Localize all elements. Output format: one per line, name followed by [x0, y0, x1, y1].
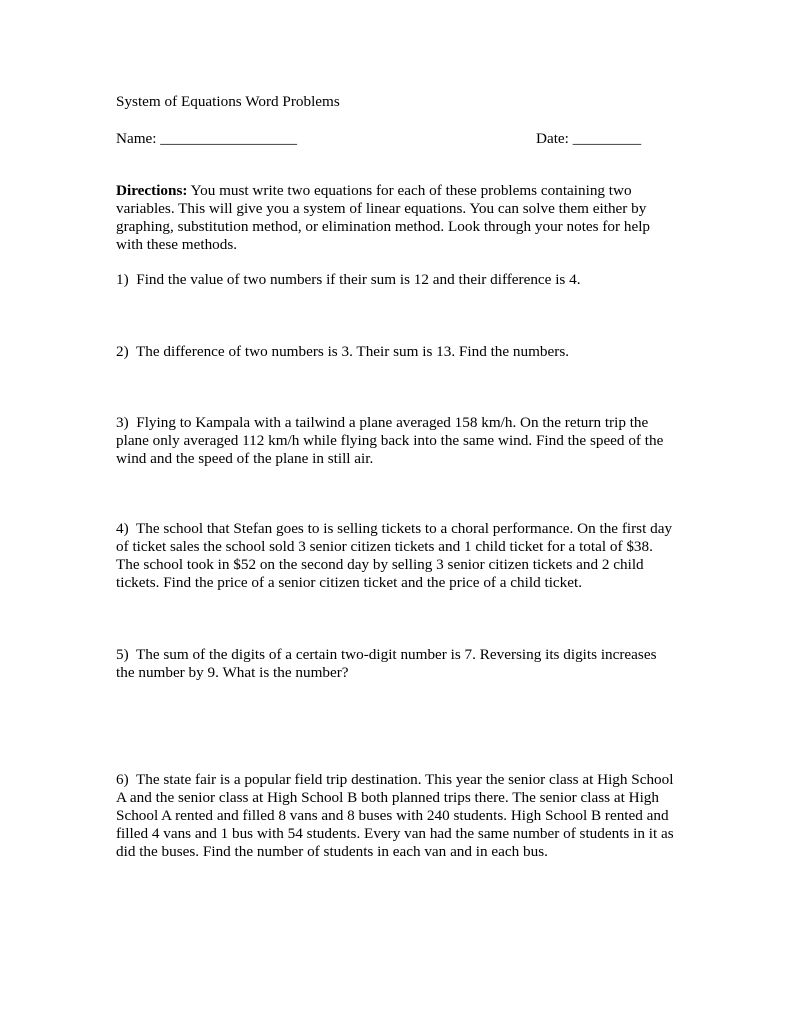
directions-label: Directions: — [116, 182, 188, 199]
problem-text: The sum of the digits of a certain two-digit number is 7. Reversing its digits increases the number by 9. What is the number? — [116, 646, 657, 681]
problem-text: The state fair is a popular field trip destination. This year the senior class at High School A and the senior class at High School B both planned trips there. The senior class at High School A rented and filled 8 vans and 8 buses with 240 students. High School B rented and filled 4 vans and 1 bus with 54 students. Every van had the same number of students in it as did the buses. Find the number of students in each van and in each bus. — [116, 771, 674, 860]
problem-number: 3) — [116, 414, 129, 431]
problem-6 — [116, 771, 676, 861]
problem-number: 1) — [116, 271, 129, 288]
name-field — [116, 130, 297, 148]
problem-3 — [116, 414, 676, 468]
name-label: Name: — [116, 130, 157, 147]
problem-number: 5) — [116, 646, 129, 663]
name-blank: __________________ — [160, 130, 297, 147]
problem-5 — [116, 646, 676, 682]
problem-text: The school that Stefan goes to is selling tickets to a choral performance. On the first day of ticket sales the school sold 3 senior citizen tickets and 1 child ticket for a total of $38. The school took in $52 on the second day by selling 3 senior citizen tickets and 2 child tickets. Find the price of a senior citizen ticket and the price of a child ticket. — [116, 520, 673, 591]
problem-1 — [116, 271, 676, 289]
problem-number: 2) — [116, 343, 129, 360]
date-field — [536, 130, 641, 148]
problem-2 — [116, 343, 676, 361]
problem-text: Flying to Kampala with a tailwind a plane averaged 158 km/h. On the return trip the plane only averaged 112 km/h while flying back into the same wind. Find the speed of the wind and the speed of the plane in still air. — [116, 414, 664, 467]
problem-text: The difference of two numbers is 3. Their sum is 13. Find the numbers. — [135, 343, 570, 360]
date-blank: _________ — [572, 130, 642, 147]
problem-text: Find the value of two numbers if their sum is 12 and their difference is 4. — [136, 271, 581, 288]
directions-text: You must write two equations for each of these problems containing two variables. This will give you a system of linear equations. You can solve them either by graphing, substitution method, or elimination method. Look through your notes for help with these methods. — [116, 182, 651, 253]
problem-4 — [116, 520, 676, 592]
date-label: Date: — [536, 130, 569, 147]
directions-paragraph — [116, 182, 676, 254]
page-title: System of Equations Word Problems — [116, 93, 340, 110]
problem-number: 4) — [116, 520, 129, 537]
problem-number: 6) — [116, 771, 129, 788]
